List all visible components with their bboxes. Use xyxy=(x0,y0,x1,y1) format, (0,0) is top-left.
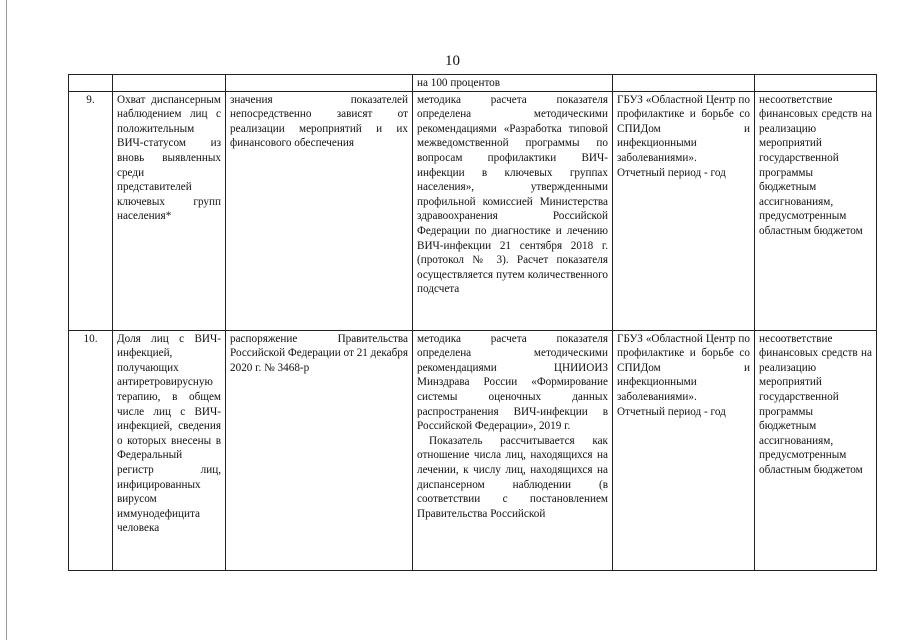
methodology-cell xyxy=(413,330,613,570)
methodology-calculation: Показатель рассчитывается как отношение числа лиц, находящихся на лечении, к числу лиц, находящихся на диспансерном наблюдении (в соответствии с постановлением Правительства Российской xyxy=(417,434,608,520)
responsible-cell xyxy=(613,91,755,330)
indicators-table xyxy=(68,74,877,571)
indicator-name: Доля лиц с ВИЧ-инфекцией, получающих антиретровирусную терапию, в общем числе лиц с ВИЧ-инфекцией, сведения о которых внесены в Федеральный регистр лиц, инфицированных вирусом иммунодефицита человека xyxy=(113,330,226,570)
methodology-text: методика расчета показателя определена методическими рекомендациями ЦНИИОИЗ Минздрава России «Формирование системы оценочных данных распространения ВИЧ-инфекции в Российской Федерации», 2019 г. xyxy=(417,332,608,433)
cell-empty xyxy=(226,75,413,92)
responsible-org: ГБУЗ «Областной Центр по профилактике и борьбе со СПИДом и инфекционными заболеваниями». xyxy=(617,332,750,403)
cell-empty xyxy=(613,75,755,92)
row-number: 9. xyxy=(69,91,113,330)
table-row-9 xyxy=(69,91,877,330)
page-edge-rule xyxy=(6,0,7,640)
row-number: 10. xyxy=(69,330,113,570)
methodology-continuation: на 100 процентов xyxy=(413,75,613,92)
table-row-continuation xyxy=(69,75,877,92)
basis-text: значения показателей непосредственно зависят от реализации мероприятий и их финансового обеспечения xyxy=(226,91,413,330)
cell-empty xyxy=(69,75,113,92)
responsible-org: ГБУЗ «Областной Центр по профилактике и борьбе со СПИДом и инфекционными заболеваниями». xyxy=(617,93,750,164)
responsible-cell xyxy=(613,330,755,570)
indicator-name: Охват диспансерным наблюдением лиц с положительным ВИЧ-статусом из вновь выявленных среди представителей ключевых групп населения* xyxy=(113,91,226,330)
reporting-period: Отчетный период - год xyxy=(617,405,726,418)
cell-empty xyxy=(755,75,877,92)
risk-text: несоответствие финансовых средств на реализацию мероприятий государственной программы бюджетным ассигнованиям, предусмотренным областным бюджетом xyxy=(755,330,877,570)
basis-text: распоряжение Правительства Российской Федерации от 21 декабря 2020 г. № 3468-р xyxy=(226,330,413,570)
page-number: 10 xyxy=(445,53,460,69)
risk-text: несоответствие финансовых средств на реализацию мероприятий государственной программы бюджетным ассигнованиям, предусмотренным областным бюджетом xyxy=(755,91,877,330)
reporting-period: Отчетный период - год xyxy=(617,166,726,179)
methodology-text: методика расчета показателя определена методическими рекомендациями «Разработка типовой межведомственной программы по вопросам профилактики ВИЧ-инфекции в ключевых группах населения», утвержденными профильной комиссией Министерства здравоохранения Российской Федерации по диагностике и лечению ВИЧ-инфекции 21 сентября 2018 г. (протокол № 3). Расчет показателя осуществляется путем количественного подсчета xyxy=(413,91,613,330)
cell-empty xyxy=(113,75,226,92)
table-row-10 xyxy=(69,330,877,570)
